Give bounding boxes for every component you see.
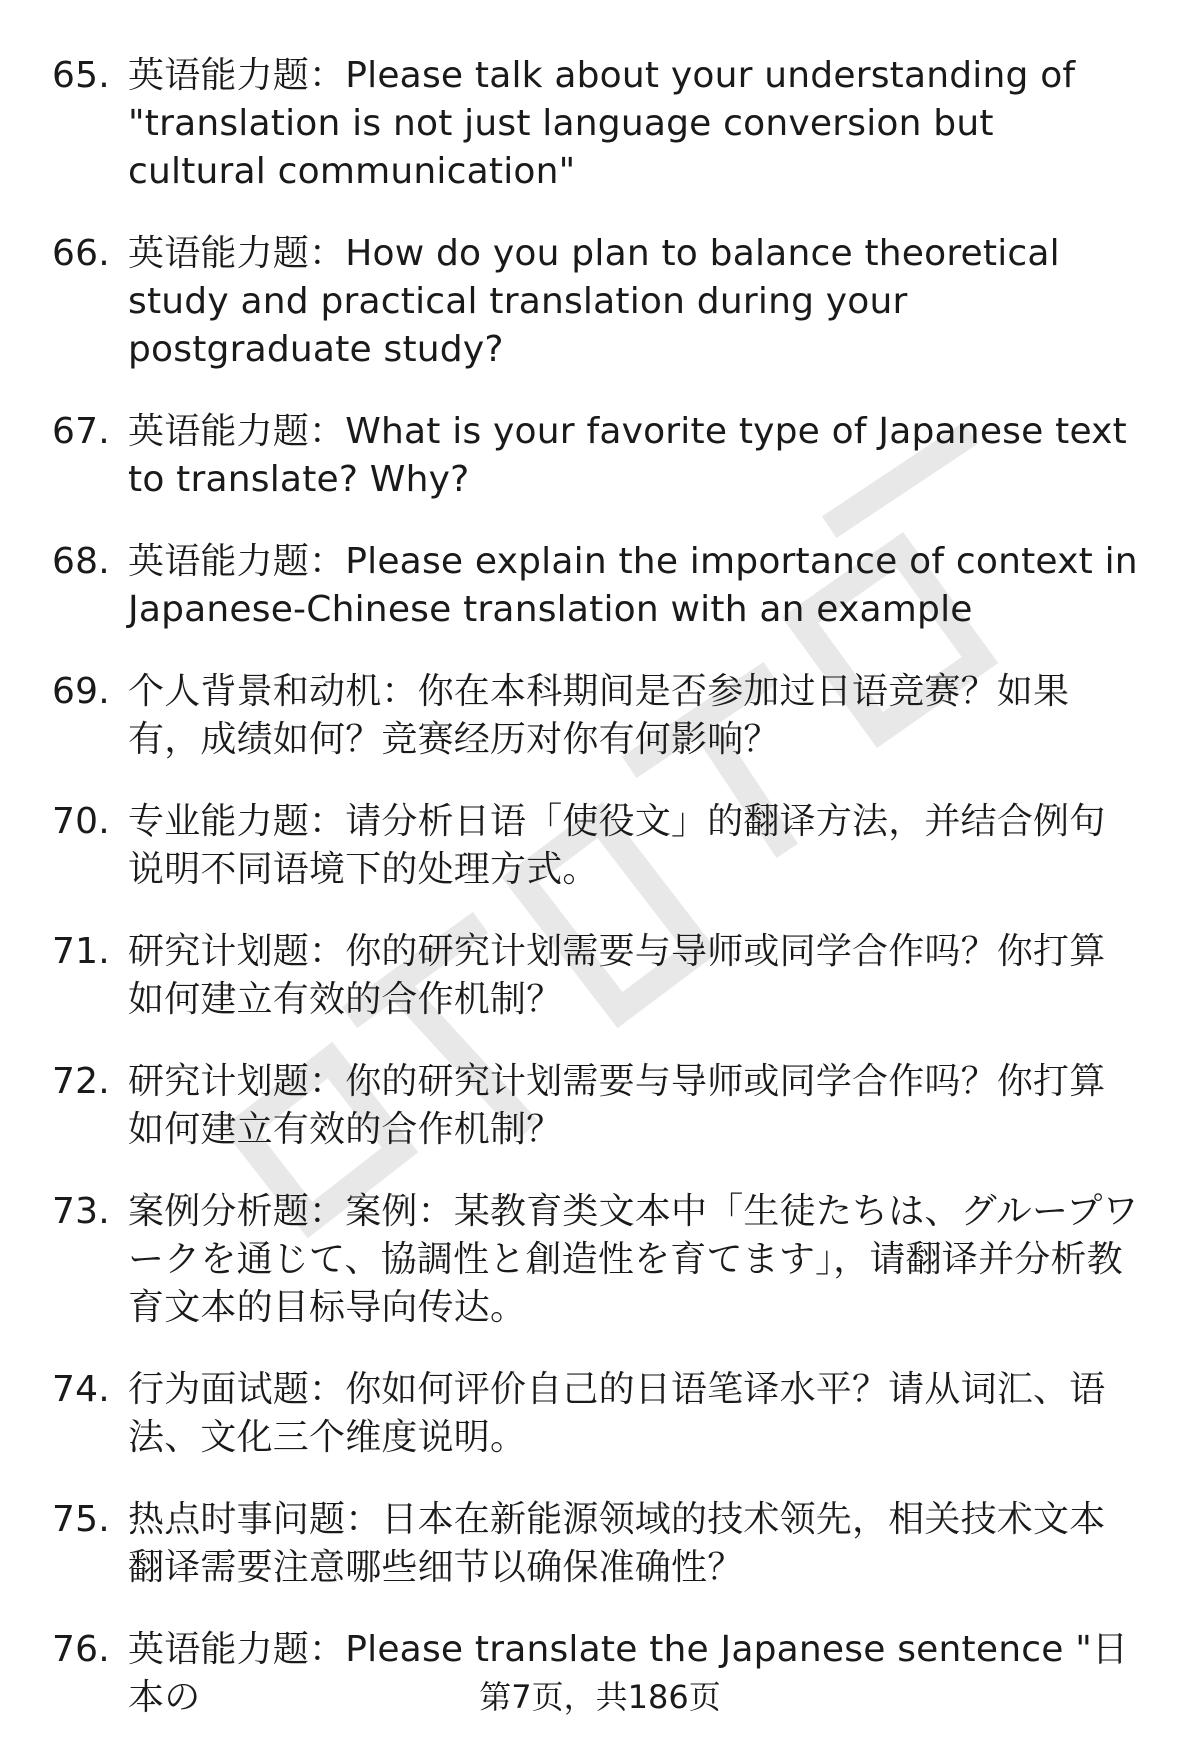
question-category: 热点时事问题	[128, 1499, 346, 1540]
question-text: Please translate the Japanese sentence "日本の	[128, 1629, 1129, 1718]
question-text: Please explain the importance of context in Japanese-Chinese translation with an example	[128, 541, 1138, 630]
question-category: 研究计划题	[128, 1061, 310, 1102]
question-number: 73.	[52, 1191, 110, 1232]
question-list	[0, 52, 1200, 1756]
page-footer	[0, 1675, 1200, 1719]
page-number-label: 第7页，共186页	[479, 1678, 721, 1716]
question-item	[0, 1366, 1200, 1462]
question-text: 你如何评价自己的日语笔译水平？请从词汇、语法、文化三个维度说明。	[128, 1369, 1106, 1458]
category-separator: ：	[309, 1629, 346, 1670]
question-text: What is your favorite type of Japanese text to translate? Why?	[128, 411, 1127, 500]
category-separator: ：	[309, 1191, 346, 1232]
question-category: 英语能力题	[128, 411, 310, 452]
question-item	[0, 230, 1200, 374]
question-text: 你的研究计划需要与导师或同学合作吗？你打算如何建立有效的合作机制？	[128, 1061, 1106, 1150]
question-category: 案例分析题	[128, 1191, 310, 1232]
question-item	[0, 408, 1200, 504]
category-separator: ：	[381, 671, 418, 712]
question-item	[0, 1188, 1200, 1332]
question-item	[0, 1058, 1200, 1154]
question-category: 英语能力题	[128, 541, 310, 582]
question-text: 日本在新能源领域的技术领先，相关技术文本翻译需要注意哪些细节以确保准确性？	[128, 1499, 1106, 1588]
question-text: How do you plan to balance theoretical study and practical translation during your postgraduate study?	[128, 233, 1060, 370]
question-number: 69.	[52, 671, 110, 712]
question-item	[0, 1496, 1200, 1592]
category-separator: ：	[309, 801, 346, 842]
question-text: 请分析日语「使役文」的翻译方法，并结合例句说明不同语境下的处理方式。	[128, 801, 1106, 890]
question-item	[0, 538, 1200, 634]
question-category: 研究计划题	[128, 931, 310, 972]
question-number: 68.	[52, 541, 110, 582]
question-text: 你在本科期间是否参加过日语竞赛？如果有，成绩如何？竞赛经历对你有何影响？	[128, 671, 1070, 760]
question-number: 76.	[52, 1629, 110, 1670]
question-category: 英语能力题	[128, 233, 310, 274]
question-number: 70.	[52, 801, 110, 842]
question-number: 74.	[52, 1369, 110, 1410]
question-item	[0, 668, 1200, 764]
question-item	[0, 798, 1200, 894]
question-number: 67.	[52, 411, 110, 452]
category-separator: ：	[309, 1369, 346, 1410]
category-separator: ：	[309, 411, 346, 452]
question-number: 65.	[52, 55, 110, 96]
question-item	[0, 52, 1200, 196]
question-category: 英语能力题	[128, 55, 310, 96]
question-category: 行为面试题	[128, 1369, 310, 1410]
question-number: 75.	[52, 1499, 110, 1540]
category-separator: ：	[309, 233, 346, 274]
question-category: 专业能力题	[128, 801, 310, 842]
category-separator: ：	[309, 931, 346, 972]
category-separator: ：	[345, 1499, 382, 1540]
question-text: Please talk about your understanding of "translation is not just language conversion but cultural communication"	[128, 55, 1076, 192]
question-text: 你的研究计划需要与导师或同学合作吗？你打算如何建立有效的合作机制？	[128, 931, 1106, 1020]
category-separator: ：	[309, 1061, 346, 1102]
category-separator: ：	[309, 55, 346, 96]
question-number: 72.	[52, 1061, 110, 1102]
question-category: 个人背景和动机	[128, 671, 382, 712]
question-number: 71.	[52, 931, 110, 972]
question-number: 66.	[52, 233, 110, 274]
question-text: 案例：某教育类文本中「生徒たちは、グループワークを通じて、協調性と創造性を育てます」，请翻译并分析教育文本的目标导向传达。	[128, 1191, 1139, 1328]
question-item	[0, 928, 1200, 1024]
question-category: 英语能力题	[128, 1629, 310, 1670]
category-separator: ：	[309, 541, 346, 582]
